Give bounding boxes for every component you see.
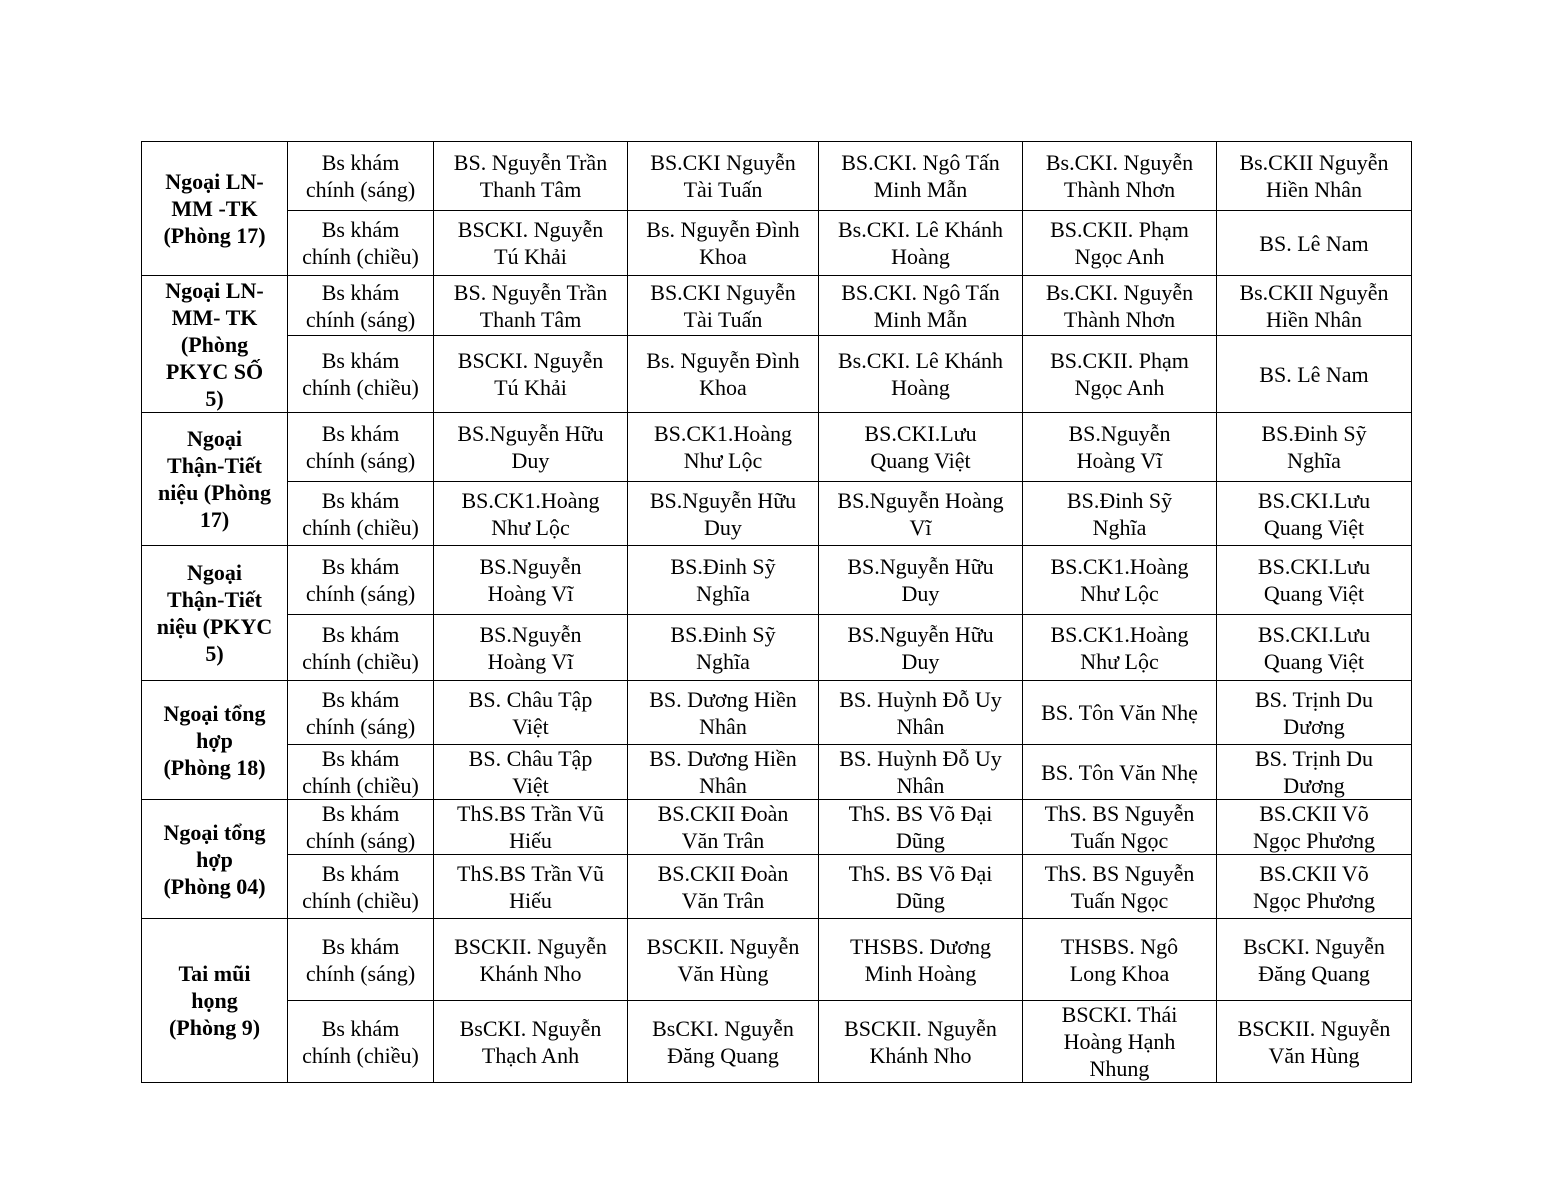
table-row — [142, 615, 1412, 681]
text-line: Hoàng — [891, 244, 950, 269]
text-line: BS.Đinh Sỹ — [670, 554, 776, 579]
doctor-cell — [819, 745, 1023, 800]
text-line: hợp — [196, 846, 233, 872]
doctor-cell — [1217, 413, 1412, 482]
text-line: niệu (Phòng — [157, 480, 272, 505]
text-line: Ngọc Phương — [1253, 828, 1375, 853]
text-line: Khoa — [699, 375, 747, 400]
doctor-cell — [434, 336, 628, 413]
doctor-cell — [628, 1001, 819, 1083]
text-line: BS. Châu Tập — [468, 686, 593, 712]
shift-cell — [288, 546, 434, 615]
doctor-cell — [1023, 142, 1217, 211]
text-line: Hiếu — [509, 887, 552, 913]
text-line: (Phòng 9) — [168, 1015, 261, 1040]
text-line: Bs khám — [321, 621, 400, 647]
text-line: chính (sáng) — [305, 306, 416, 332]
text-line: Bs khám — [321, 150, 400, 175]
text-line: Ngoại tổng — [163, 700, 266, 726]
text-line: Tuấn Ngọc — [1070, 887, 1169, 913]
table-row — [142, 276, 1412, 336]
text-line: Tuấn Ngọc — [1070, 828, 1169, 853]
text-line: chính (chiều) — [302, 887, 419, 913]
shift-cell — [288, 276, 434, 336]
doctor-cell — [1023, 482, 1217, 546]
text-line: Thanh Tâm — [479, 306, 582, 332]
text-line: BS.Đinh Sỹ — [1261, 421, 1367, 446]
text-line: 5) — [205, 641, 224, 666]
doctor-cell — [434, 681, 628, 745]
text-line: Hoàng Vĩ — [487, 648, 574, 674]
text-line: ThS. BS Võ Đại — [848, 801, 993, 826]
text-line: BS.Nguyễn Hoàng — [837, 487, 1004, 513]
text-line: Tai mũi — [178, 961, 251, 986]
text-line: PKYC SỐ — [165, 358, 264, 384]
text-line: BS.CKI.Lưu — [1257, 621, 1371, 647]
text-line: BSCKII. Nguyễn — [454, 933, 607, 959]
text-line: Bs khám — [321, 1015, 400, 1041]
text-line: Vĩ — [909, 514, 932, 540]
doctor-cell — [628, 482, 819, 546]
text-line: BS. Trịnh Du — [1254, 746, 1373, 771]
text-line: Nghĩa — [1092, 514, 1147, 540]
text-line: chính (chiều) — [302, 1042, 419, 1068]
doctor-cell — [1217, 1001, 1412, 1083]
text-line: THSBS. Dương — [850, 933, 991, 959]
text-line: họng — [191, 988, 238, 1013]
doctor-cell — [628, 919, 819, 1001]
text-line: Bs.CKII Nguyễn — [1239, 150, 1389, 175]
text-line: Dương — [1283, 713, 1345, 739]
text-line: Hoàng Vĩ — [487, 581, 574, 606]
doctor-cell — [1217, 919, 1412, 1001]
text-line: 5) — [205, 385, 224, 411]
text-line: Khoa — [699, 244, 747, 269]
doctor-cell — [1217, 336, 1412, 413]
text-line: Bs khám — [321, 279, 400, 305]
doctor-cell — [434, 142, 628, 211]
text-line: Ngoại — [187, 560, 242, 585]
text-line: BS. Lê Nam — [1259, 230, 1369, 256]
text-line: THSBS. Ngô — [1060, 933, 1179, 959]
text-line: chính (chiều) — [302, 514, 419, 540]
text-line: (Phòng 18) — [163, 754, 266, 780]
doctor-cell — [1023, 919, 1217, 1001]
text-line: Ngọc Anh — [1074, 244, 1165, 269]
doctor-cell — [628, 546, 819, 615]
text-line: BS. Tôn Văn Nhẹ — [1041, 700, 1198, 725]
table-row — [142, 681, 1412, 745]
doctor-cell — [628, 615, 819, 681]
text-line: BSCKII. Nguyễn — [844, 1015, 997, 1041]
text-line: BS.CKII Đoàn — [657, 801, 789, 826]
text-line: Ngọc Phương — [1253, 887, 1375, 913]
department-cell — [142, 142, 288, 276]
text-line: (Phòng — [180, 331, 249, 357]
doctor-cell — [819, 211, 1023, 276]
doctor-cell — [628, 413, 819, 482]
shift-cell — [288, 855, 434, 919]
doctor-cell — [628, 745, 819, 800]
text-line: Việt — [512, 773, 549, 798]
text-line: BS.CKII. Phạm — [1050, 217, 1189, 242]
doctor-cell — [434, 482, 628, 546]
shift-cell — [288, 211, 434, 276]
doctor-cell — [1217, 615, 1412, 681]
doctor-cell — [819, 919, 1023, 1001]
text-line: BS.Nguyễn Hữu — [847, 554, 994, 579]
text-line: Ngoại — [187, 426, 242, 451]
text-line: Thận-Tiết — [167, 587, 262, 612]
text-line: Quang Việt — [1263, 514, 1365, 540]
doctor-schedule-table — [141, 141, 1412, 1083]
text-line: Văn Trân — [681, 828, 765, 853]
doctor-cell — [628, 276, 819, 336]
doctor-cell — [1217, 482, 1412, 546]
text-line: BS.CK1.Hoàng — [1050, 554, 1189, 579]
doctor-cell — [819, 336, 1023, 413]
text-line: BS.Nguyễn Hữu — [847, 621, 994, 647]
text-line: Nhân — [699, 713, 747, 739]
doctor-cell — [1023, 1001, 1217, 1083]
text-line: Ngoại tổng — [163, 819, 266, 845]
text-line: Duy — [901, 581, 940, 606]
text-line: BsCKI. Nguyễn — [459, 1015, 602, 1041]
text-line: Bs khám — [321, 348, 400, 373]
text-line: chính (sáng) — [305, 581, 416, 606]
text-line: BS.CKII Đoàn — [657, 860, 789, 886]
text-line: BSCKI. Nguyễn — [457, 348, 604, 373]
department-cell — [142, 681, 288, 800]
text-line: Hoàng — [891, 375, 950, 400]
text-line: BS.CKI Nguyễn — [650, 279, 796, 305]
text-line: Tú Khải — [494, 244, 567, 269]
doctor-cell — [1217, 276, 1412, 336]
text-line: Nghĩa — [696, 581, 750, 606]
text-line: Bs khám — [321, 487, 400, 513]
table-row — [142, 800, 1412, 855]
table-row — [142, 211, 1412, 276]
table-row — [142, 142, 1412, 211]
doctor-cell — [1217, 142, 1412, 211]
doctor-cell — [819, 276, 1023, 336]
doctor-cell — [434, 800, 628, 855]
text-line: BS. Nguyễn Trần — [453, 150, 608, 175]
doctor-cell — [1023, 615, 1217, 681]
doctor-cell — [434, 1001, 628, 1083]
text-line: Long Khoa — [1069, 960, 1170, 986]
text-line: Như Lộc — [1080, 581, 1159, 606]
text-line: chính (chiều) — [302, 773, 419, 798]
text-line: BS.Đinh Sỹ — [1066, 487, 1173, 513]
text-line: Ngoại LN- — [165, 169, 264, 194]
text-line: BSCKII. Nguyễn — [1237, 1015, 1391, 1041]
text-line: Minh Mẫn — [873, 306, 968, 332]
table-row — [142, 482, 1412, 546]
doctor-cell — [819, 681, 1023, 745]
text-line: Bs khám — [321, 217, 400, 242]
text-line: Việt — [512, 713, 549, 739]
text-line: ThS. BS Võ Đại — [848, 860, 993, 886]
text-line: BS.Nguyễn Hữu — [457, 421, 604, 446]
text-line: Duy — [901, 648, 940, 674]
text-line: ThS.BS Trần Vũ — [457, 860, 604, 886]
text-line: chính (chiều) — [302, 244, 419, 269]
doctor-cell — [1023, 276, 1217, 336]
doctor-cell — [1217, 681, 1412, 745]
text-line: Dương — [1283, 773, 1345, 798]
text-line: Đăng Quang — [1258, 960, 1370, 986]
text-line: Hoàng Vĩ — [1076, 448, 1163, 473]
table-row — [142, 855, 1412, 919]
doctor-cell — [819, 800, 1023, 855]
table-row — [142, 919, 1412, 1001]
text-line: Bs.CKI. Nguyễn — [1045, 150, 1194, 175]
table-row — [142, 546, 1412, 615]
text-line: Nhân — [896, 773, 945, 798]
text-line: Dũng — [896, 828, 945, 853]
text-line: Như Lộc — [491, 514, 570, 540]
doctor-cell — [434, 615, 628, 681]
text-line: BS.CKI.Lưu — [864, 421, 977, 446]
text-line: BsCKI. Nguyễn — [652, 1015, 794, 1041]
text-line: BS.CKI.Lưu — [1257, 487, 1371, 513]
text-line: chính (chiều) — [302, 648, 419, 674]
doctor-cell — [434, 413, 628, 482]
text-line: hợp — [196, 727, 233, 753]
doctor-cell — [819, 546, 1023, 615]
text-line: BS. Lê Nam — [1259, 361, 1369, 387]
text-line: Ngoại LN- — [165, 277, 264, 303]
doctor-cell — [1023, 546, 1217, 615]
text-line: Bs khám — [321, 746, 400, 771]
doctor-cell — [1023, 800, 1217, 855]
text-line: chính (sáng) — [305, 177, 416, 202]
doctor-cell — [1217, 546, 1412, 615]
text-line: Như Lộc — [683, 448, 763, 473]
shift-cell — [288, 142, 434, 211]
text-line: ThS. BS Nguyễn — [1044, 860, 1195, 886]
text-line: BS. Châu Tập — [468, 746, 593, 771]
text-line: Văn Hùng — [677, 960, 769, 986]
text-line: BS. Huỳnh Đỗ Uy — [839, 686, 1002, 712]
text-line: Hiền Nhân — [1266, 177, 1362, 202]
text-line: Bs.CKII Nguyễn — [1239, 279, 1389, 305]
doctor-cell — [628, 211, 819, 276]
doctor-cell — [819, 482, 1023, 546]
text-line: Bs.CKI. Nguyễn — [1045, 279, 1194, 305]
text-line: Khánh Nho — [869, 1042, 972, 1068]
text-line: Bs khám — [321, 933, 400, 959]
text-line: Đăng Quang — [667, 1042, 779, 1068]
text-line: BS.Đinh Sỹ — [670, 621, 776, 647]
text-line: niệu (PKYC — [156, 614, 273, 639]
text-line: Thành Nhơn — [1063, 177, 1176, 202]
doctor-cell — [1023, 745, 1217, 800]
text-line: MM -TK — [171, 196, 258, 221]
text-line: Quang Việt — [1263, 581, 1365, 606]
schedule-body — [142, 142, 1412, 1083]
department-cell — [142, 800, 288, 919]
text-line: Bs.CKI. Lê Khánh — [838, 217, 1003, 242]
text-line: ThS.BS Trần Vũ — [457, 801, 604, 826]
text-line: ThS. BS Nguyễn — [1044, 801, 1195, 826]
text-line: MM- TK — [171, 304, 258, 330]
text-line: Bs khám — [321, 421, 400, 446]
text-line: Dũng — [896, 887, 945, 913]
doctor-cell — [1217, 800, 1412, 855]
doctor-cell — [1023, 413, 1217, 482]
text-line: (Phòng 04) — [163, 873, 266, 899]
text-line: Nhung — [1089, 1056, 1150, 1081]
text-line: BS. Dương Hiền — [649, 686, 797, 712]
text-line: BS.CKII. Phạm — [1050, 348, 1189, 373]
text-line: Minh Mẫn — [873, 177, 968, 202]
doctor-cell — [1217, 855, 1412, 919]
table-row — [142, 413, 1412, 482]
shift-cell — [288, 681, 434, 745]
text-line: chính (sáng) — [305, 960, 416, 986]
doctor-cell — [628, 800, 819, 855]
doctor-cell — [434, 919, 628, 1001]
text-line: (Phòng 17) — [163, 223, 266, 248]
text-line: Bs. Nguyễn Đình — [646, 348, 800, 373]
text-line: Bs.CKI. Lê Khánh — [838, 348, 1003, 373]
text-line: Duy — [704, 514, 742, 540]
doctor-cell — [1023, 855, 1217, 919]
text-line: BS.CKI Nguyễn — [650, 150, 796, 175]
department-cell — [142, 919, 288, 1083]
text-line: BS.CKI. Ngô Tấn — [841, 150, 1000, 175]
doctor-cell — [434, 546, 628, 615]
text-line: Hiền Nhân — [1266, 306, 1362, 332]
doctor-cell — [628, 681, 819, 745]
text-line: Bs. Nguyễn Đình — [646, 217, 800, 242]
text-line: BS.CK1.Hoàng — [461, 487, 600, 513]
text-line: Thạch Anh — [481, 1042, 580, 1068]
text-line: BS.CKII Võ — [1259, 801, 1369, 826]
text-line: chính (sáng) — [305, 448, 416, 473]
table-row — [142, 1001, 1412, 1083]
text-line: BS.CKII Võ — [1259, 860, 1369, 886]
department-cell — [142, 546, 288, 681]
shift-cell — [288, 615, 434, 681]
text-line: Hiếu — [509, 828, 552, 853]
shift-cell — [288, 745, 434, 800]
doctor-cell — [819, 615, 1023, 681]
text-line: Minh Hoàng — [864, 960, 977, 986]
text-line: Văn Hùng — [1268, 1042, 1360, 1068]
text-line: Nghĩa — [1287, 448, 1341, 473]
text-line: BS.Nguyễn — [479, 554, 582, 579]
doctor-cell — [434, 855, 628, 919]
shift-cell — [288, 919, 434, 1001]
table-row — [142, 745, 1412, 800]
text-line: BS. Huỳnh Đỗ Uy — [839, 746, 1002, 771]
text-line: BS.Nguyễn Hữu — [649, 487, 797, 513]
doctor-cell — [819, 413, 1023, 482]
text-line: Nghĩa — [696, 648, 750, 674]
text-line: chính (sáng) — [305, 713, 416, 739]
text-line: Thận-Tiết — [167, 453, 262, 478]
text-line: Tài Tuấn — [683, 306, 763, 332]
text-line: BS. Dương Hiền — [649, 746, 797, 771]
shift-cell — [288, 482, 434, 546]
table-row — [142, 336, 1412, 413]
doctor-cell — [628, 336, 819, 413]
text-line: Văn Trân — [681, 887, 765, 913]
text-line: Ngọc Anh — [1074, 375, 1165, 400]
text-line: 17) — [199, 507, 230, 532]
text-line: chính (sáng) — [305, 828, 416, 853]
doctor-cell — [1023, 336, 1217, 413]
text-line: BS.Nguyễn — [1068, 421, 1171, 446]
doctor-cell — [1023, 211, 1217, 276]
doctor-cell — [1217, 211, 1412, 276]
doctor-cell — [1023, 681, 1217, 745]
doctor-cell — [819, 855, 1023, 919]
text-line: BS.Nguyễn — [479, 621, 582, 647]
text-line: BS. Tôn Văn Nhẹ — [1041, 759, 1198, 785]
text-line: Quang Việt — [1263, 648, 1365, 674]
text-line: BSCKI. Nguyễn — [457, 217, 604, 242]
text-line: Nhân — [699, 773, 747, 798]
shift-cell — [288, 336, 434, 413]
text-line: Nhân — [896, 713, 945, 739]
text-line: chính (chiều) — [302, 375, 419, 400]
text-line: Duy — [511, 448, 550, 473]
text-line: Bs khám — [321, 686, 400, 712]
shift-cell — [288, 413, 434, 482]
department-cell — [142, 276, 288, 413]
text-line: BS.CK1.Hoàng — [653, 421, 793, 446]
doctor-cell — [434, 745, 628, 800]
text-line: BSCKI. Thái — [1061, 1002, 1178, 1027]
text-line: BS. Trịnh Du — [1254, 686, 1373, 712]
shift-cell — [288, 1001, 434, 1083]
doctor-cell — [819, 142, 1023, 211]
department-cell — [142, 413, 288, 546]
text-line: Bs khám — [321, 554, 400, 579]
text-line: BSCKII. Nguyễn — [646, 933, 800, 959]
text-line: Như Lộc — [1080, 648, 1159, 674]
doctor-cell — [434, 211, 628, 276]
text-line: BS. Nguyễn Trần — [453, 279, 608, 305]
text-line: Quang Việt — [870, 448, 971, 473]
text-line: Tú Khải — [494, 375, 567, 400]
text-line: BS.CKI. Ngô Tấn — [841, 279, 1000, 305]
doctor-cell — [628, 855, 819, 919]
shift-cell — [288, 800, 434, 855]
text-line: BsCKI. Nguyễn — [1243, 933, 1385, 959]
doctor-cell — [434, 276, 628, 336]
text-line: Bs khám — [321, 860, 400, 886]
text-line: Bs khám — [321, 801, 400, 826]
text-line: Khánh Nho — [479, 960, 582, 986]
doctor-cell — [628, 142, 819, 211]
text-line: BS.CKI.Lưu — [1257, 554, 1371, 579]
text-line: Hoàng Hạnh — [1063, 1029, 1176, 1054]
text-line: Thành Nhơn — [1063, 306, 1176, 332]
doctor-cell — [819, 1001, 1023, 1083]
text-line: Tài Tuấn — [683, 177, 763, 202]
doctor-cell — [1217, 745, 1412, 800]
text-line: Thanh Tâm — [479, 177, 582, 202]
text-line: BS.CK1.Hoàng — [1050, 621, 1189, 647]
